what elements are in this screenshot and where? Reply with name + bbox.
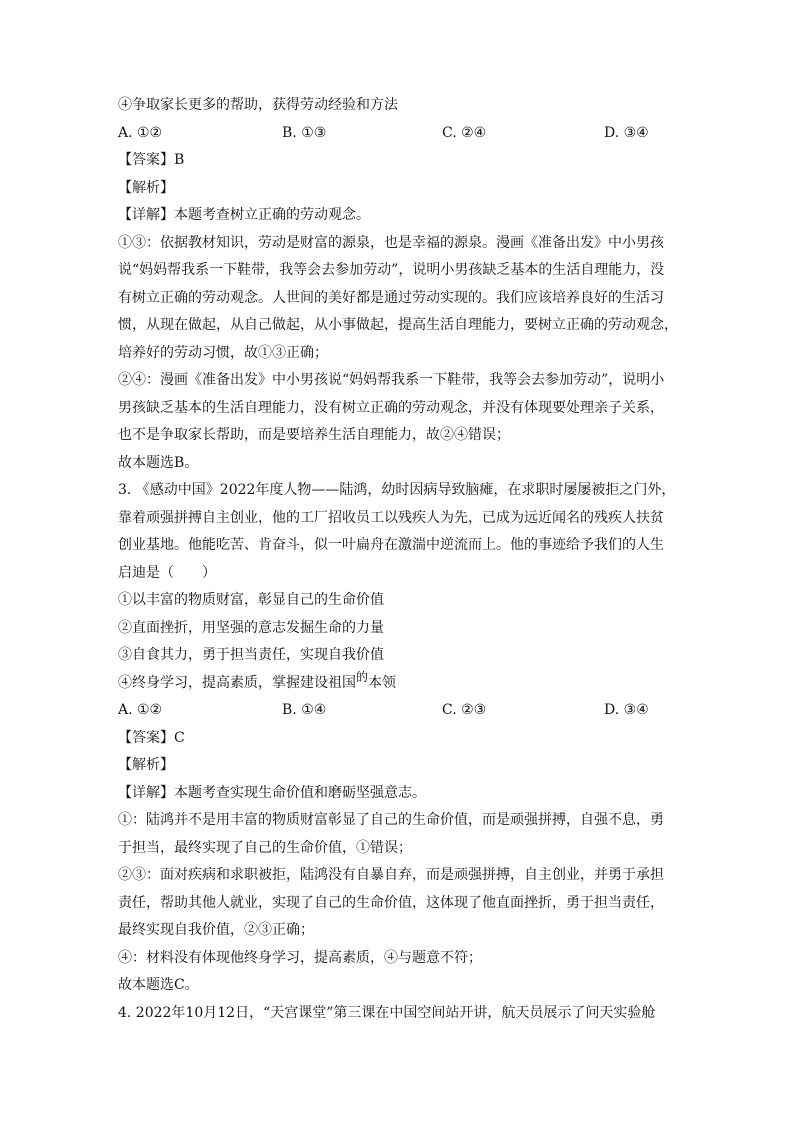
q2-detail-line: 【详解】本题考查树立正确的劳动观念。 <box>118 207 370 223</box>
q3-detail-line: ④：材料没有体现他终身学习，提高素质，④与题意不符； <box>118 949 482 966</box>
q2-detail-line: 培养好的劳动习惯，故①③正确； <box>118 344 328 361</box>
q3-detail-line: 责任，帮助其他人就业，实现了自己的生命价值，这体现了他直面挫折，勇于担当责任， <box>118 894 664 911</box>
q3-choice-a: A. ①② <box>118 702 163 718</box>
q3-choices <box>118 697 678 725</box>
q3-choice-c: C. ②③ <box>442 702 487 718</box>
q2-detail-line: 有树立正确的劳动观念。人世间的美好都是通过劳动实现的。我们应该培养良好的生活习 <box>118 289 664 306</box>
document-page <box>118 92 678 1027</box>
q2-answer: 【答案】B <box>118 152 185 168</box>
q2-detail-line: ①③：依据教材知识，劳动是财富的源泉，也是幸福的源泉。漫画《准备出发》中小男孩 <box>118 234 664 251</box>
q3-choice-b: B. ①④ <box>282 702 327 718</box>
q2-detail-line: 男孩缺乏基本的生活自理能力，没有树立正确的劳动观念，并没有体现要处理亲子关系， <box>118 399 664 416</box>
q3-option-4-superscript: 的 <box>356 669 369 684</box>
q3-option-3: ③自食其力，勇于担当责任，实现自我价值 <box>118 647 384 663</box>
q3-option-1: ①以丰富的物质财富，彰显自己的生命价值 <box>118 592 384 608</box>
q3-answer: 【答案】C <box>118 729 185 746</box>
q3-stem-line: 靠着顽强拼搏自主创业，他的工厂招收员工以残疾人为先，已成为远近闻名的残疾人扶贫 <box>118 509 664 526</box>
q3-option-2: ②直面挫折，用坚强的意志发掘生命的力量 <box>118 619 384 636</box>
q2-option-4: ④争取家长更多的帮助，获得劳动经验和方法 <box>118 97 398 113</box>
q4-stem-line: 4. 2022年10月12日，“天宫课堂”第三课在中国空间站开讲，航天员展示了问天实验舱 <box>118 1004 656 1021</box>
q3-detail-line: 于担当，最终实现了自己的生命价值，①错误； <box>118 839 412 856</box>
q2-detail-line: 惯，从现在做起，从自己做起，从小事做起，提高生活自理能力，要树立正确的劳动观念， <box>118 317 678 333</box>
q3-detail-line: 最终实现自我价值，②③正确； <box>118 922 314 938</box>
q3-option-4-text-a: ④终身学习，提高素质，掌握建设祖国 <box>118 674 356 691</box>
q3-stem-line: 3. 《感动中国》2022年度人物——陆鸿，幼时因病导致脑瘫，在求职时屡屡被拒之门外， <box>118 482 676 498</box>
q3-detail-line: 故本题选C。 <box>118 977 199 993</box>
q3-stem-line: 创业基地。他能吃苦、肯奋斗，似一叶扁舟在激湍中逆流而上。他的事迹给予我们的人生 <box>118 537 664 553</box>
q3-detail-line: ②③：面对疾病和求职被拒，陆鸿没有自暴自弃，而是顽强拼搏，自主创业，并勇于承担 <box>118 867 664 883</box>
q2-choice-a: A. ①② <box>118 124 163 141</box>
q2-detail-line: 说“妈妈帮我系一下鞋带，我等会去参加劳动”，说明小男孩缺乏基本的生活自理能力，没 <box>118 262 665 278</box>
q2-choice-b: B. ①③ <box>282 124 327 141</box>
q2-detail-line: 故本题选B。 <box>118 454 199 471</box>
q3-option-4 <box>118 670 678 698</box>
q2-detail-line: ②④：漫画《准备出发》中小男孩说“妈妈帮我系一下鞋带，我等会去参加劳动”，说明小 <box>118 372 665 388</box>
q3-option-4-text-b: 本领 <box>368 674 397 691</box>
q3-detail-line: 【详解】本题考查实现生命价值和磨砺坚强意志。 <box>118 784 426 801</box>
q2-choices <box>118 120 678 148</box>
q2-choice-c: C. ②④ <box>442 124 487 141</box>
q2-analysis-heading: 【解析】 <box>118 179 174 196</box>
q3-detail-line: ①：陆鸿并不是用丰富的物质财富彰显了自己的生命价值，而是顽强拼搏，自强不息，勇 <box>118 812 664 828</box>
q3-choice-d: D. ③④ <box>604 702 649 718</box>
q2-detail-line: 也不是争取家长帮助，而是要培养生活自理能力，故②④错误； <box>118 427 510 443</box>
q2-choice-d: D. ③④ <box>604 124 649 141</box>
q3-analysis-heading: 【解析】 <box>118 757 174 773</box>
q3-stem-line: 启迪是（ ） <box>118 564 216 581</box>
